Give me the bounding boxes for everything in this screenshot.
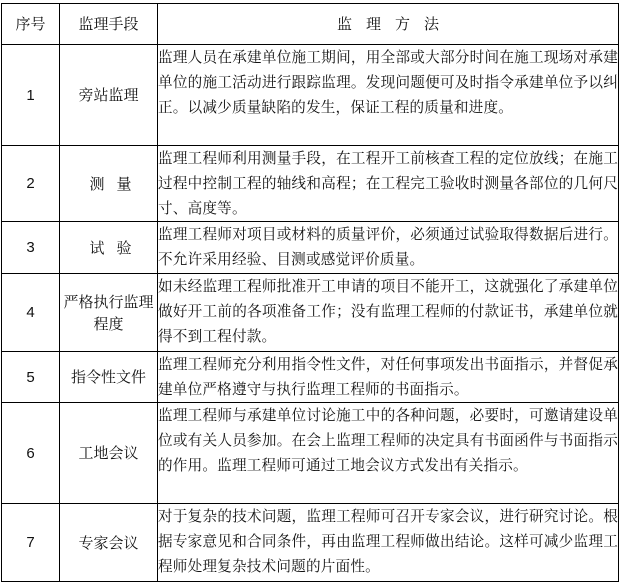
table-row [2,146,619,222]
row-number: 6 [2,403,60,504]
row-number: 2 [2,146,60,222]
row-means: 指令性文件 [60,352,158,403]
row-method: 监理工程师利用测量手段，在工程开工前核查工程的定位放线；在施工过程中控制工程的轴线和高程；在工程完工验收时测量各部位的几何尺寸、高度等。 [158,146,619,222]
row-number: 1 [2,45,60,146]
table-header-row [2,4,619,45]
table-row [2,274,619,352]
table-row [2,403,619,504]
row-means: 严格执行监理程度 [60,274,158,352]
row-method: 如未经监理工程师批准开工申请的项目不能开工，这就强化了承建单位做好开工前的各项准备工作；没有监理工程师的付款证书，承建单位就得不到工程付款。 [158,274,619,352]
row-means: 试验 [60,222,158,274]
row-method: 监理工程师与承建单位讨论施工中的各种问题，必要时，可邀请建设单位或有关人员参加。在会上监理工程师的决定具有书面函件与书面指示的作用。监理工程师可通过工地会议方式发出有关指示。 [158,403,619,504]
row-number: 7 [2,504,60,582]
header-means: 监理手段 [60,4,158,45]
supervision-methods-table [1,3,619,582]
row-method: 监理人员在承建单位施工期间，用全部或大部分时间在施工现场对承建单位的施工活动进行跟踪监理。发现问题便可及时指令承建单位予以纠正。以减少质量缺陷的发生，保证工程的质量和进度。 [158,45,619,146]
table-row [2,504,619,582]
row-method: 监理工程师充分利用指令性文件，对任何事项发出书面指示，并督促承建单位严格遵守与执行监理工程师的书面指示。 [158,352,619,403]
row-means: 专家会议 [60,504,158,582]
row-method: 监理工程师对项目或材料的质量评价，必须通过试验取得数据后进行。不允许采用经验、目测或感觉评价质量。 [158,222,619,274]
header-method: 监理方法 [158,4,619,45]
row-number: 4 [2,274,60,352]
header-no: 序号 [2,4,60,45]
row-means: 旁站监理 [60,45,158,146]
table-row [2,222,619,274]
table-row [2,45,619,146]
row-number: 3 [2,222,60,274]
row-means: 测量 [60,146,158,222]
table-row [2,352,619,403]
row-method: 对于复杂的技术问题，监理工程师可召开专家会议，进行研究讨论。根据专家意见和合同条件，再由监理工程师做出结论。这样可减少监理工程师处理复杂技术问题的片面性。 [158,504,619,582]
row-means: 工地会议 [60,403,158,504]
row-number: 5 [2,352,60,403]
